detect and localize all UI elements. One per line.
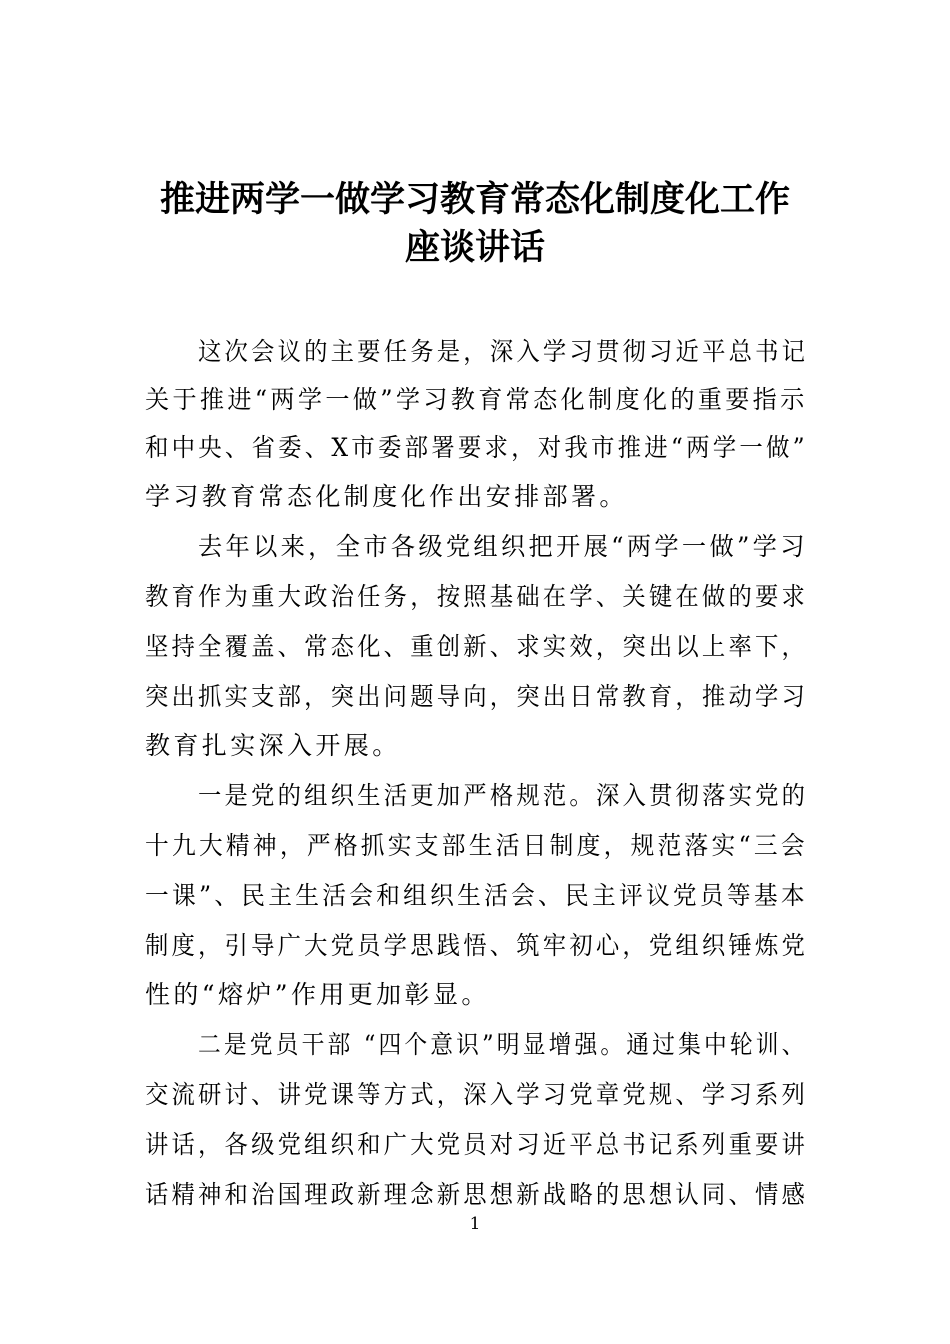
body-line: 二是党员干部 “四个意识”明显增强。通过集中轮训、	[198, 1030, 808, 1059]
body-line: 和中央、省委、X市委部署要求，对我市推进“两学一做”	[145, 433, 808, 462]
body-line: 交流研讨、讲党课等方式，深入学习党章党规、学习系列	[145, 1080, 809, 1109]
body-line: 坚持全覆盖、常态化、重创新、求实效，突出以上率下，	[145, 632, 809, 661]
body-line: 讲话，各级党组织和广大党员对习近平总书记系列重要讲	[145, 1130, 809, 1159]
body-line: 突出抓实支部，突出问题导向，突出日常教育，推动学习	[145, 682, 809, 711]
document-title-line-1: 推进两学一做学习教育常态化制度化工作	[159, 179, 790, 220]
body-line: 关于推进“两学一做”学习教育常态化制度化的重要指示	[145, 385, 808, 414]
body-line: 十九大精神，严格抓实支部生活日制度，规范落实“三会	[145, 831, 808, 860]
document-title-line-2: 座谈讲话	[404, 227, 545, 268]
body-line: 这次会议的主要任务是，深入学习贯彻习近平总书记	[198, 337, 809, 366]
body-line: 教育作为重大政治任务，按照基础在学、关键在做的要求	[145, 582, 809, 611]
body-line: 一课”、民主生活会和组织生活会、民主评议党员等基本	[145, 881, 808, 910]
page-number: 1	[469, 1214, 481, 1234]
body-line: 去年以来，全市各级党组织把开展“两学一做”学习	[198, 532, 808, 561]
body-line: 教育扎实深入开展。	[145, 731, 401, 760]
body-line: 学习教育常态化制度化作出安排部署。	[145, 482, 628, 511]
body-line: 制度，引导广大党员学思践悟、筑牢初心，党组织锤炼党	[145, 931, 809, 960]
body-line: 话精神和治国理政新理念新思想新战略的思想认同、情感	[145, 1180, 809, 1209]
body-line: 一是党的组织生活更加严格规范。深入贯彻落实党的	[198, 781, 809, 810]
body-line: 性的“熔炉”作用更加彰显。	[145, 980, 490, 1009]
